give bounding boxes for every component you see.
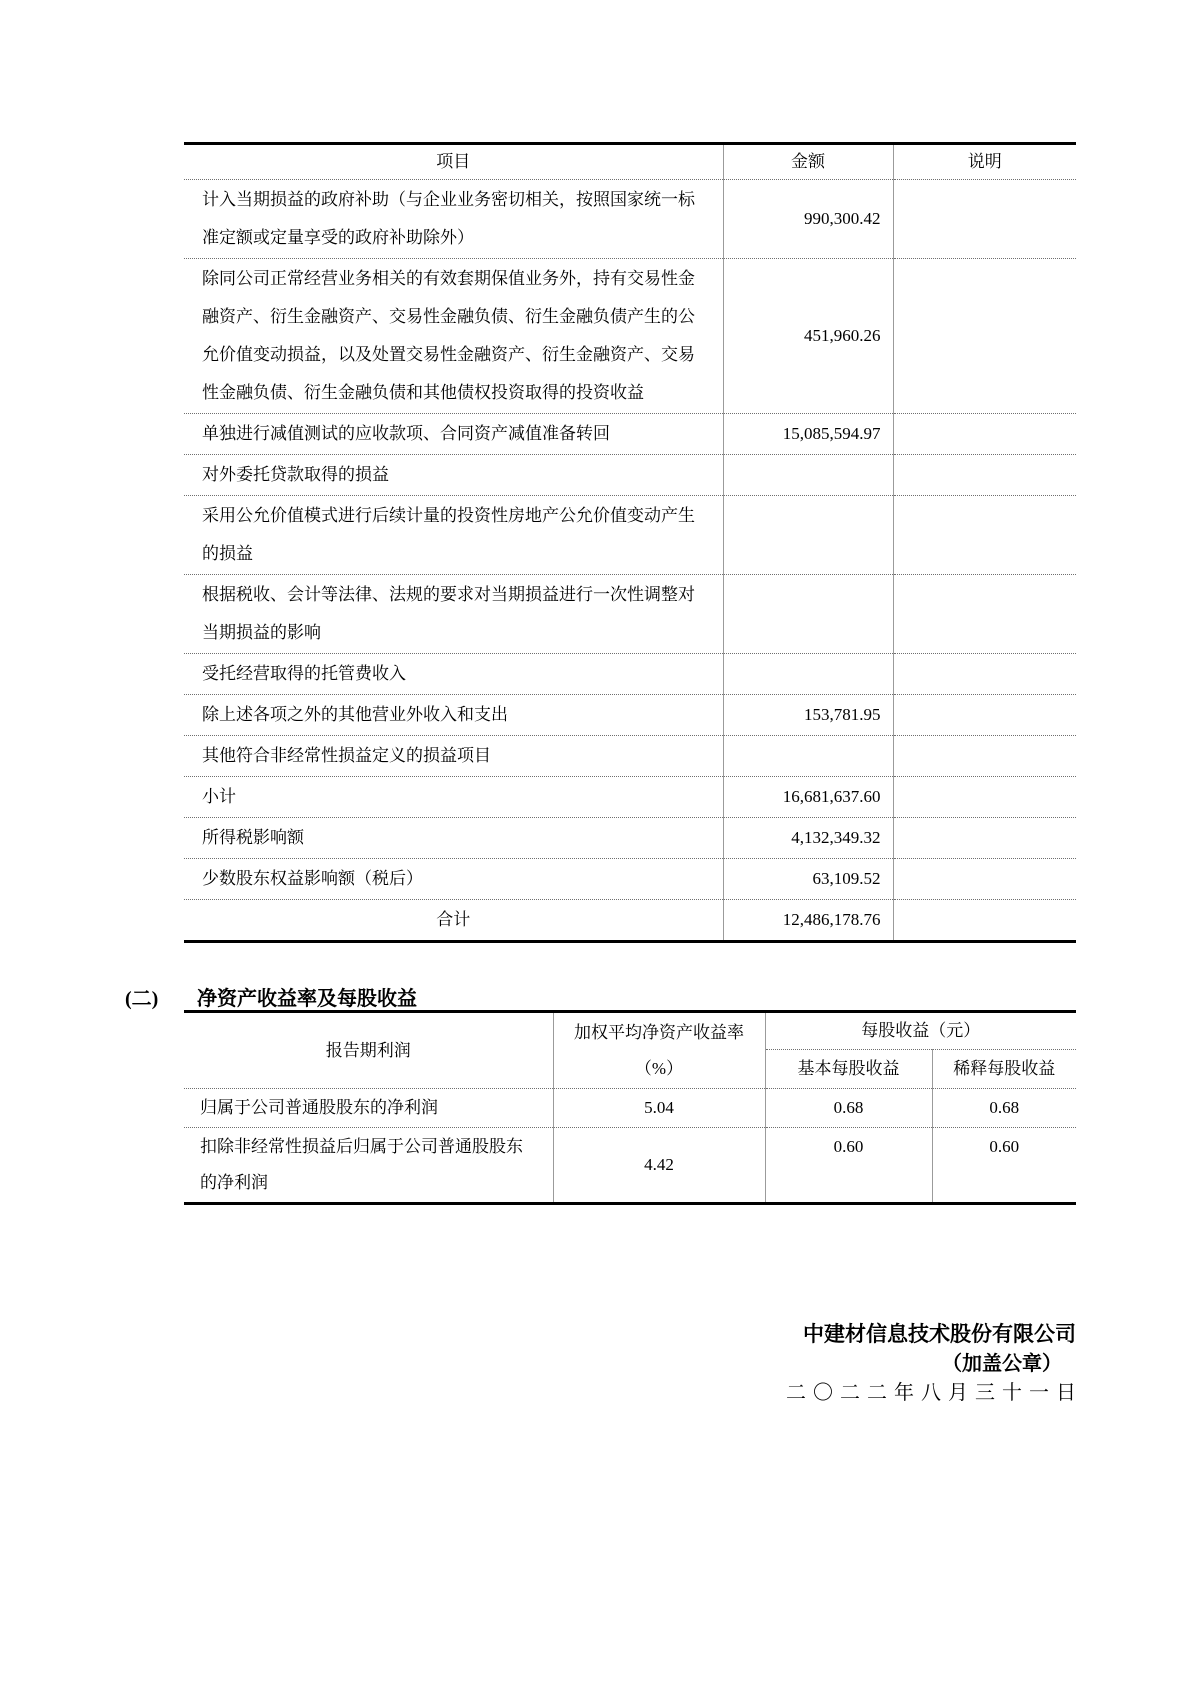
- column-header-amount: 金额: [723, 144, 893, 180]
- note-cell: [893, 818, 1076, 859]
- table-row: [184, 496, 1076, 575]
- note-cell: [893, 695, 1076, 736]
- item-cell: 合计: [184, 900, 723, 942]
- table-row: [184, 1128, 1076, 1204]
- item-cell: 采用公允价值模式进行后续计量的投资性房地产公允价值变动产生的损益: [184, 496, 723, 575]
- note-cell: [893, 180, 1076, 259]
- amount-cell: 4,132,349.32: [723, 818, 893, 859]
- column-header-note: 说明: [893, 144, 1076, 180]
- note-cell: [893, 414, 1076, 455]
- note-cell: [893, 259, 1076, 414]
- table-row: [184, 654, 1076, 695]
- note-cell: [893, 736, 1076, 777]
- amount-cell: 63,109.52: [723, 859, 893, 900]
- amount-cell: [723, 496, 893, 575]
- note-cell: [893, 575, 1076, 654]
- amount-cell: 990,300.42: [723, 180, 893, 259]
- note-cell: [893, 455, 1076, 496]
- company-name: 中建材信息技术股份有限公司: [803, 1323, 1076, 1346]
- table-row: [184, 859, 1076, 900]
- item-cell: 根据税收、会计等法律、法规的要求对当期损益进行一次性调整对当期损益的影响: [184, 575, 723, 654]
- roe-header-line1: 加权平均净资产收益率: [574, 1022, 744, 1042]
- item-cell: 其他符合非经常性损益定义的损益项目: [184, 736, 723, 777]
- note-cell: [893, 777, 1076, 818]
- diluted-eps-cell: 0.68: [932, 1089, 1076, 1128]
- item-cell: 除上述各项之外的其他营业外收入和支出: [184, 695, 723, 736]
- item-cell: 小计: [184, 777, 723, 818]
- amount-cell: [723, 575, 893, 654]
- amount-cell: [723, 455, 893, 496]
- amount-cell: 153,781.95: [723, 695, 893, 736]
- item-cell: 所得税影响额: [184, 818, 723, 859]
- note-cell: [893, 900, 1076, 942]
- table-header-row: [184, 144, 1076, 180]
- basic-eps-cell: 0.68: [765, 1089, 932, 1128]
- section-heading: [125, 982, 417, 1011]
- nonrecurring-table-body: [184, 180, 1076, 942]
- item-cell: 少数股东权益影响额（税后）: [184, 859, 723, 900]
- amount-cell: 12,486,178.76: [723, 900, 893, 942]
- item-cell: 除同公司正常经营业务相关的有效套期保值业务外，持有交易性金融资产、衍生金融资产、交易性金融负债、衍生金融负债产生的公允价值变动损益，以及处置交易性金融资产、衍生金融资产、交易性金融负债、衍生金融负债和其他债权投资取得的投资收益: [184, 259, 723, 414]
- profit-item-cell: 归属于公司普通股股东的净利润: [184, 1089, 553, 1128]
- note-cell: [893, 654, 1076, 695]
- profit-item-cell: 扣除非经常性损益后归属于公司普通股股东的净利润: [200, 1137, 523, 1192]
- amount-cell: 16,681,637.60: [723, 777, 893, 818]
- roe-value-cell: 5.04: [553, 1089, 765, 1128]
- roe-value-cell: 4.42: [553, 1128, 765, 1204]
- signature-block: [184, 1320, 1083, 1408]
- item-cell: 计入当期损益的政府补助（与企业业务密切相关，按照国家统一标准定额或定量享受的政府补助除外）: [184, 180, 723, 259]
- table-row: [184, 414, 1076, 455]
- note-cell: [893, 496, 1076, 575]
- table-row: [184, 1089, 1076, 1128]
- table-row: [184, 777, 1076, 818]
- basic-eps-cell: 0.60: [765, 1128, 932, 1204]
- section-number: (二): [125, 988, 159, 1010]
- signature-date: 二〇二二年八月三十一日: [786, 1382, 1083, 1404]
- table-row: [184, 900, 1076, 942]
- table-row: [184, 818, 1076, 859]
- column-header-eps-basic: 基本每股收益: [765, 1050, 932, 1089]
- item-cell: 单独进行减值测试的应收款项、合同资产减值准备转回: [184, 414, 723, 455]
- column-header-eps-diluted: 稀释每股收益: [932, 1050, 1076, 1089]
- roe-header-line2: （%）: [634, 1058, 684, 1078]
- amount-cell: [723, 736, 893, 777]
- note-cell: [893, 859, 1076, 900]
- amount-cell: [723, 654, 893, 695]
- item-cell: 受托经营取得的托管费收入: [184, 654, 723, 695]
- diluted-eps-cell: 0.60: [932, 1128, 1076, 1204]
- table-row: [184, 695, 1076, 736]
- table-header-row: [184, 1012, 1076, 1050]
- section-title: 净资产收益率及每股收益: [197, 988, 417, 1010]
- column-header-roe: [553, 1012, 765, 1089]
- table-row: [184, 455, 1076, 496]
- seal-note: （加盖公章）: [942, 1353, 1062, 1375]
- table-row: [184, 736, 1076, 777]
- table-row: [184, 259, 1076, 414]
- column-header-item: 项目: [184, 144, 723, 180]
- table-row: [184, 575, 1076, 654]
- roe-eps-table: [184, 1010, 1076, 1205]
- column-header-profit: 报告期利润: [184, 1012, 553, 1089]
- column-header-eps-group: 每股收益（元）: [765, 1012, 1076, 1050]
- nonrecurring-items-table: [184, 142, 1076, 943]
- table-row: [184, 180, 1076, 259]
- amount-cell: 451,960.26: [723, 259, 893, 414]
- item-cell: 对外委托贷款取得的损益: [184, 455, 723, 496]
- amount-cell: 15,085,594.97: [723, 414, 893, 455]
